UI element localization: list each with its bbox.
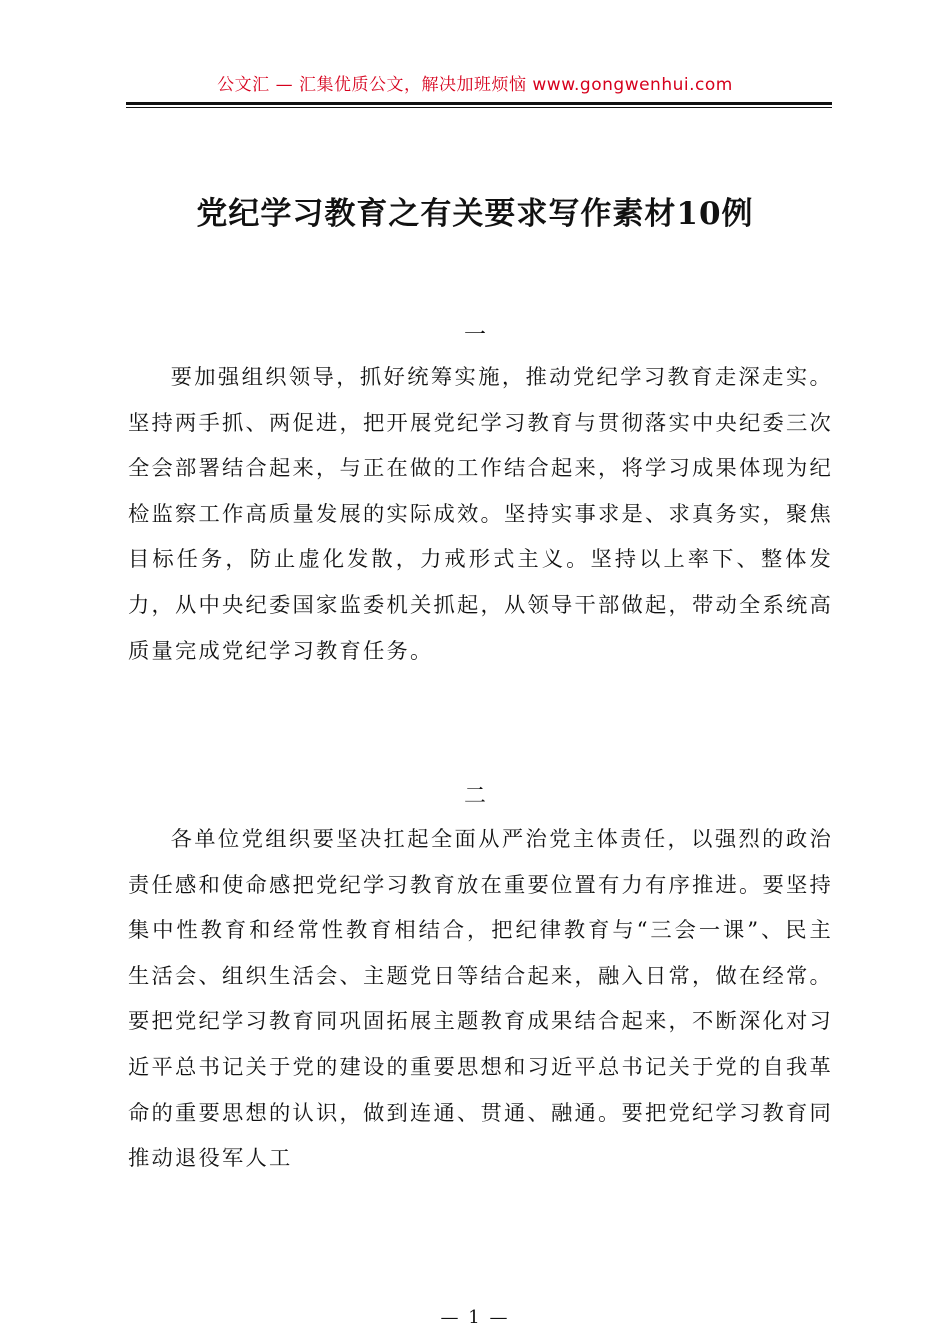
section-body-1: 要加强组织领导，抓好统筹实施，推动党纪学习教育走深走实。坚持两手抓、两促进，把开展党纪学习教育与贯彻落实中央纪委三次全会部署结合起来，与正在做的工作结合起来，将学习成果体现为纪检监察工作高质量发展的实际成效。坚持实事求是、求真务实，聚焦目标任务，防止虚化发散，力戒形式主义。坚持以上率下、整体发力，从中央纪委国家监委机关抓起，从领导干部做起，带动全系统高质量完成党纪学习教育任务。 <box>128 365 833 664</box>
section-number-1: 一 <box>463 323 486 348</box>
section-body-2: 各单位党组织要坚决扛起全面从严治党主体责任，以强烈的政治责任感和使命感把党纪学习教育放在重要位置有力有序推进。要坚持集中性教育和经常性教育相结合，把纪律教育与“三会一课”、民主生活会、组织生活会、主题党日等结合起来，融入日常，做在经常。要把党纪学习教育同巩固拓展主题教育成果结合起来，不断深化对习近平总书记关于党的建设的重要思想和习近平总书记关于党的自我革命的重要思想的认识，做到连通、贯通、融通。要把党纪学习教育同推动退役军人工 <box>128 827 833 1172</box>
header-divider-thin <box>126 107 832 108</box>
document-title: 党纪学习教育之有关要求写作素材10例 <box>196 196 754 232</box>
site-header-banner: 公文汇 — 汇集优质公文，解决加班烦恼 www.gongwenhui.com <box>217 75 733 95</box>
section-number-2: 二 <box>463 784 486 809</box>
page-number: — 1 — <box>440 1307 510 1328</box>
header-divider-thick <box>126 102 832 105</box>
